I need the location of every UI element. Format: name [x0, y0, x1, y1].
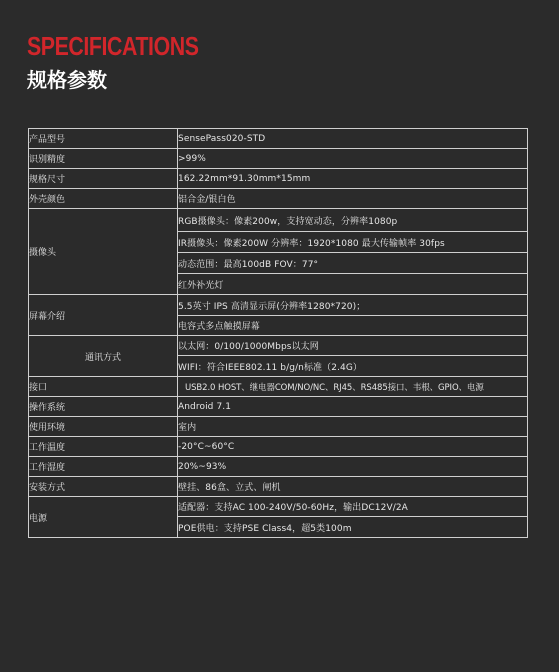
spec-value-wifi: WIFI：符合IEEE802.11 b/g/n标准（2.4G）	[178, 356, 528, 377]
title-english: SPECIFICATIONS	[27, 31, 199, 61]
spec-label-size: 规格尺寸	[29, 169, 178, 189]
table-row	[29, 477, 528, 497]
table-row	[29, 149, 528, 169]
spec-label-mounting: 安装方式	[29, 477, 178, 497]
table-row	[29, 295, 528, 316]
table-row	[29, 209, 528, 232]
spec-value-screen-display: 5.5英寸 IPS 高清显示屏(分辨率1280*720)；	[178, 295, 528, 316]
table-row	[29, 457, 528, 477]
spec-value-humidity: 20%~93%	[178, 457, 528, 477]
specifications-table	[28, 128, 528, 538]
spec-value-interface: USB2.0 HOST、继电器COM/NO/NC、RJ45、RS485接口、韦根、GPIO、电源	[178, 377, 528, 397]
spec-label-color: 外壳颜色	[29, 189, 178, 209]
table-row	[29, 377, 528, 397]
table-row	[29, 437, 528, 457]
spec-label-network: 通讯方式	[29, 336, 178, 377]
spec-label-power: 电源	[29, 497, 178, 538]
spec-value-size: 162.22mm*91.30mm*15mm	[178, 169, 528, 189]
spec-value-temperature: -20°C~60°C	[178, 437, 528, 457]
table-row	[29, 397, 528, 417]
spec-value-camera-fill-light: 红外补光灯	[178, 274, 528, 295]
spec-label-humidity: 工作湿度	[29, 457, 178, 477]
spec-label-camera: 摄像头	[29, 209, 178, 295]
spec-label-temperature: 工作温度	[29, 437, 178, 457]
spec-label-interface: 接口	[29, 377, 178, 397]
spec-value-power-poe: POE供电：支持PSE Class4，超5类100m	[178, 517, 528, 538]
spec-value-model: SensePass020-STD	[178, 129, 528, 149]
spec-label-screen: 屏幕介绍	[29, 295, 178, 336]
table-row	[29, 336, 528, 356]
spec-value-os: Android 7.1	[178, 397, 528, 417]
spec-label-os: 操作系统	[29, 397, 178, 417]
table-row	[29, 417, 528, 437]
spec-label-accuracy: 识别精度	[29, 149, 178, 169]
spec-value-mounting: 壁挂、86盒、立式、闸机	[178, 477, 528, 497]
spec-value-accuracy: >99%	[178, 149, 528, 169]
table-row	[29, 497, 528, 517]
table-row	[29, 189, 528, 209]
title-chinese: 规格参数	[27, 68, 107, 92]
spec-value-camera-rgb: RGB摄像头：像素200w，支持宽动态，分辨率1080p	[178, 209, 528, 232]
spec-label-environment: 使用环境	[29, 417, 178, 437]
spec-value-environment: 室内	[178, 417, 528, 437]
spec-value-ethernet: 以太网：0/100/1000Mbps以太网	[178, 336, 528, 356]
spec-value-camera-ir: IR摄像头：像素200W 分辨率：1920*1080 最大传输帧率 30fps	[178, 232, 528, 253]
spec-label-model: 产品型号	[29, 129, 178, 149]
spec-value-power-adapter: 适配器：支持AC 100-240V/50-60Hz，输出DC12V/2A	[178, 497, 528, 517]
spec-value-camera-range: 动态范围：最高100dB FOV：77°	[178, 253, 528, 274]
spec-value-screen-touch: 电容式多点触摸屏幕	[178, 316, 528, 336]
spec-value-color: 铝合金/银白色	[178, 189, 528, 209]
table-row	[29, 129, 528, 149]
table-row	[29, 169, 528, 189]
